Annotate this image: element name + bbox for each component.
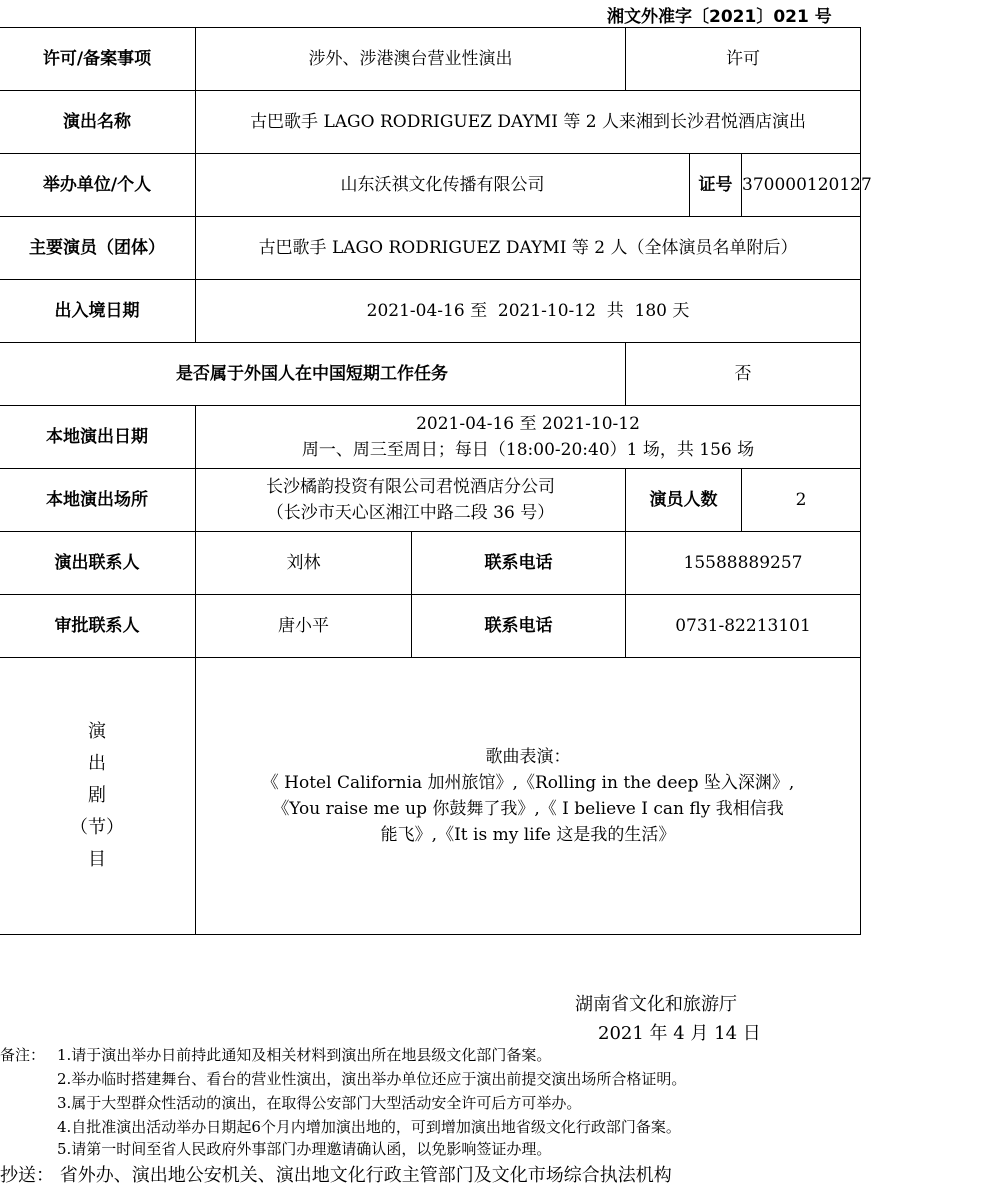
license-value: 370000120127 xyxy=(742,154,861,217)
performers-value: 古巴歌手 LAGO RODRIGUEZ DAYMI 等 2 人（全体演员名单附后） xyxy=(196,217,861,280)
permit-table xyxy=(0,27,872,935)
program-label-char: 剧 xyxy=(88,785,106,806)
venue-label: 本地演出场所 xyxy=(0,469,196,532)
short-work-value: 否 xyxy=(626,343,861,406)
issuer: 湖南省文化和旅游厅 xyxy=(575,994,737,1015)
program-label-char: 目 xyxy=(88,849,106,870)
contact-phone-value: 15588889257 xyxy=(626,532,861,595)
row-organizer xyxy=(0,154,861,217)
short-work-label: 是否属于外国人在中国短期工作任务 xyxy=(0,343,626,406)
local-date-range: 2021-04-16 至 2021-10-12 xyxy=(416,414,640,434)
venue-address: （长沙市天心区湘江中路二段 36 号） xyxy=(266,503,555,523)
row-program xyxy=(0,658,861,935)
permit-label: 许可/备案事项 xyxy=(0,28,196,91)
local-date-value xyxy=(196,406,861,469)
show-name-value: 古巴歌手 LAGO RODRIGUEZ DAYMI 等 2 人来湘到长沙君悦酒店演出 xyxy=(196,91,861,154)
approver-value: 唐小平 xyxy=(196,595,412,658)
permit-type: 许可 xyxy=(626,28,861,91)
contact-label: 演出联系人 xyxy=(0,532,196,595)
show-name-label: 演出名称 xyxy=(0,91,196,154)
cc-line: 抄送： 省外办、演出地公安机关、演出地文化行政主管部门及文化市场综合执法机构 xyxy=(0,1165,672,1186)
program-label-char: （节） xyxy=(70,817,124,838)
row-performers xyxy=(0,217,861,280)
program-line: 歌曲表演： xyxy=(485,747,571,767)
note-item: 5.请第一时间至省人民政府外事部门办理邀请确认函，以免影响签证办理。 xyxy=(57,1140,552,1158)
performers-label: 主要演员（团体） xyxy=(0,217,196,280)
row-approver xyxy=(0,595,861,658)
venue-value xyxy=(196,469,626,532)
note-item: 1.请于演出举办日前持此通知及相关材料到演出所在地县级文化部门备案。 xyxy=(57,1046,552,1064)
program-line: 《 Hotel California 加州旅馆》,《Rolling in the deep 坠入深渊》, xyxy=(261,773,795,793)
program-line: 《You raise me up 你鼓舞了我》,《 I believe I can fly 我相信我 xyxy=(272,799,784,819)
performer-count-label: 演员人数 xyxy=(626,469,742,532)
local-date-label: 本地演出日期 xyxy=(0,406,196,469)
permit-value: 涉外、涉港澳台营业性演出 xyxy=(196,28,626,91)
row-local-date xyxy=(0,406,861,469)
issue-date: 2021 年 4 月 14 日 xyxy=(598,1023,761,1044)
note-item: 3.属于大型群众性活动的演出，在取得公安部门大型活动安全许可后方可举办。 xyxy=(57,1094,582,1112)
program-label-char: 演 xyxy=(88,721,106,742)
program-content xyxy=(196,658,861,935)
approver-phone-label: 联系电话 xyxy=(412,595,626,658)
license-label: 证号 xyxy=(690,154,742,217)
note-item: 4.自批准演出活动举办日期起6个月内增加演出地的，可到增加演出地省级文化行政部门备案。 xyxy=(57,1118,681,1136)
row-venue xyxy=(0,469,861,532)
program-label xyxy=(0,658,196,935)
organizer-value: 山东沃祺文化传播有限公司 xyxy=(196,154,690,217)
program-label-char: 出 xyxy=(88,753,106,774)
approver-label: 审批联系人 xyxy=(0,595,196,658)
row-show-name xyxy=(0,91,861,154)
local-date-schedule: 周一、周三至周日；每日（18:00-20:40）1 场，共 156 场 xyxy=(301,440,755,460)
contact-value: 刘林 xyxy=(196,532,412,595)
row-permit xyxy=(0,28,861,91)
entry-label: 出入境日期 xyxy=(0,280,196,343)
venue-name: 长沙橘韵投资有限公司君悦酒店分公司 xyxy=(266,477,555,497)
notes-heading: 备注： xyxy=(0,1046,46,1064)
organizer-label: 举办单位/个人 xyxy=(0,154,196,217)
document-number: 湘文外准字〔2021〕021 号 xyxy=(607,7,832,27)
performer-count-value: 2 xyxy=(742,469,861,532)
row-entry xyxy=(0,280,861,343)
entry-value: 2021-04-16 至 2021-10-12 共 180 天 xyxy=(196,280,861,343)
contact-phone-label: 联系电话 xyxy=(412,532,626,595)
row-short-work xyxy=(0,343,861,406)
row-contact xyxy=(0,532,861,595)
approver-phone-value: 0731-82213101 xyxy=(626,595,861,658)
program-line: 能飞》,《It is my life 这是我的生活》 xyxy=(380,825,676,845)
note-item: 2.举办临时搭建舞台、看台的营业性演出，演出举办单位还应于演出前提交演出场所合格证明。 xyxy=(57,1070,687,1088)
